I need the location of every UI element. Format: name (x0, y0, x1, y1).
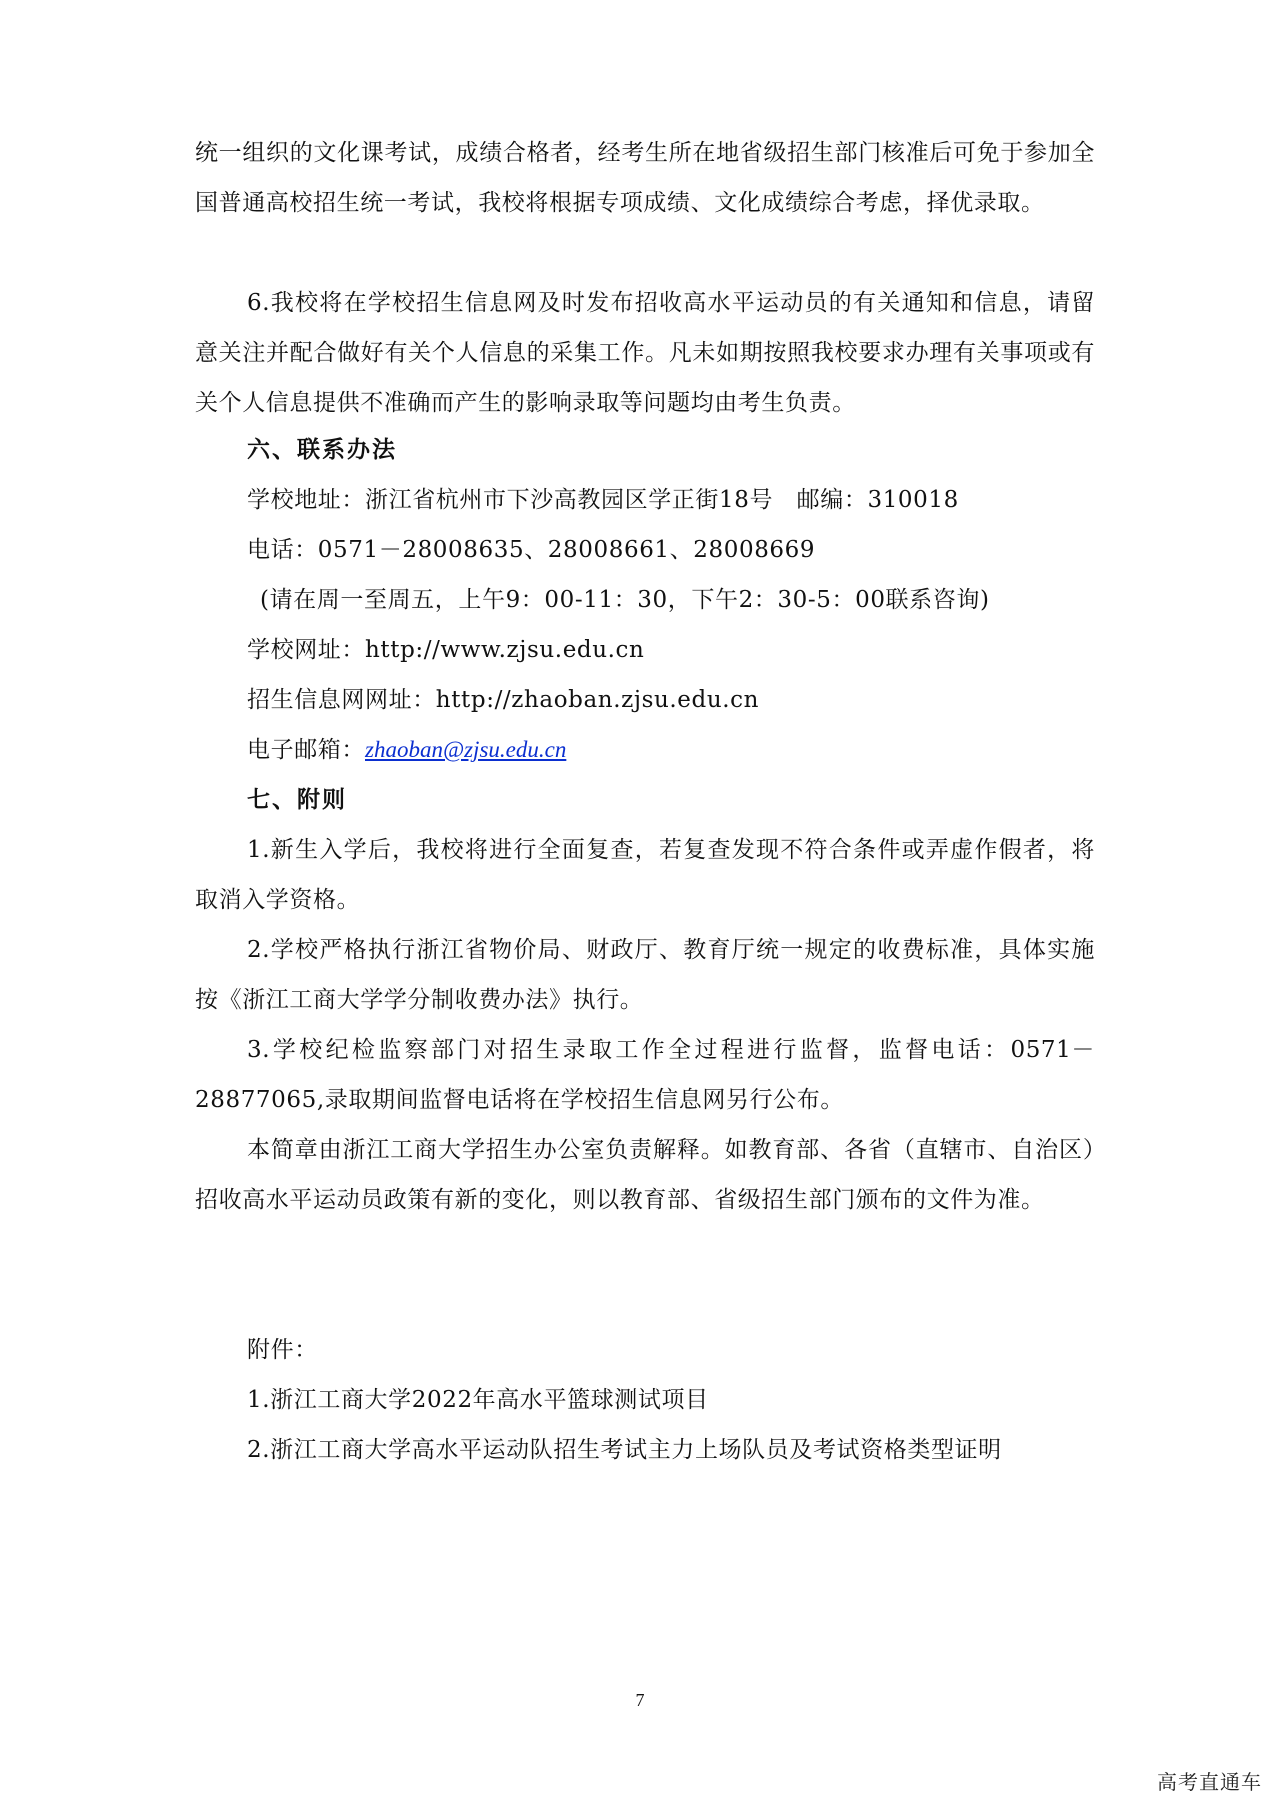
email-link[interactable]: zhaoban@zjsu.edu.cn (365, 737, 567, 762)
rule-3: 3.学校纪检监察部门对招生录取工作全过程进行监督，监督电话：0571－28877065,录取期间监督电话将在学校招生信息网另行公布。 (195, 1037, 1095, 1113)
page-number: 7 (635, 1690, 645, 1710)
contact-admission-site: 招生信息网网址：http://zhaoban.zjsu.edu.cn (247, 687, 760, 713)
closing-paragraph: 本简章由浙江工商大学招生办公室负责解释。如教育部、各省（直辖市、自治区）招收高水平运动员政策有新的变化，则以教育部、省级招生部门颁布的文件为准。 (195, 1137, 1095, 1213)
rule-2: 2.学校严格执行浙江省物价局、财政厅、教育厅统一规定的收费标准，具体实施按《浙江工商大学学分制收费办法》执行。 (195, 937, 1095, 1013)
contact-website: 学校网址：http://www.zjsu.edu.cn (247, 637, 645, 663)
paragraph-continued: 统一组织的文化课考试，成绩合格者，经考生所在地省级招生部门核准后可免于参加全国普通高校招生统一考试，我校将根据专项成绩、文化成绩综合考虑，择优录取。 (195, 140, 1095, 216)
section-heading-contact: 六、联系办法 (247, 437, 397, 463)
contact-address: 学校地址：浙江省杭州市下沙高教园区学正街18号 邮编：310018 (247, 487, 959, 513)
watermark-text: 高考直通车 (1157, 1770, 1262, 1794)
email-label: 电子邮箱： (247, 737, 365, 763)
contact-phone: 电话：0571－28008635、28008661、28008669 (247, 537, 816, 563)
contact-hours: (请在周一至周五，上午9：00-11：30，下午2：30-5：00联系咨询) (260, 587, 990, 613)
attachment-item: 1.浙江工商大学2022年高水平篮球测试项目 (247, 1387, 709, 1413)
rule-1: 1.新生入学后，我校将进行全面复查，若复查发现不符合条件或弄虚作假者，将取消入学资格。 (195, 837, 1095, 913)
attachment-item: 2.浙江工商大学高水平运动队招生考试主力上场队员及考试资格类型证明 (247, 1437, 1002, 1463)
paragraph-6: 6.我校将在学校招生信息网及时发布招收高水平运动员的有关通知和信息，请留意关注并配合做好有关个人信息的采集工作。凡未如期按照我校要求办理有关事项或有关个人信息提供不准确而产生的影响录取等问题均由考生负责。 (195, 290, 1095, 416)
contact-email-row (247, 725, 566, 775)
section-heading-rules: 七、附则 (247, 787, 347, 813)
attachments-label: 附件： (247, 1337, 318, 1363)
